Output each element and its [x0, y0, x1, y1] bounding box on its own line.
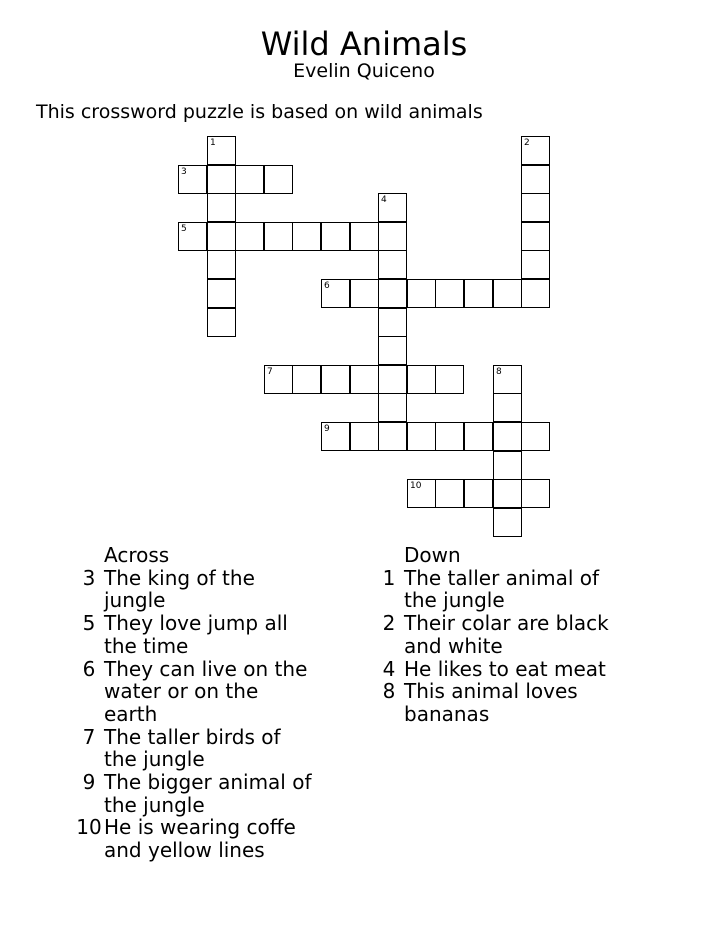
- grid-cell[interactable]: [378, 308, 407, 337]
- grid-cell[interactable]: [435, 279, 464, 308]
- grid-cell[interactable]: [235, 222, 264, 251]
- grid-cell[interactable]: [378, 365, 407, 394]
- cell-number: 8: [496, 367, 502, 377]
- grid-cell[interactable]: [350, 222, 379, 251]
- clue-text: The bigger animal of the jungle: [104, 770, 312, 817]
- cell-number: 4: [381, 195, 387, 205]
- clue-text: The taller birds of the jungle: [104, 724, 281, 772]
- down-clues: [355, 544, 625, 726]
- clue-text: This animal loves bananas: [404, 679, 578, 726]
- grid-cell[interactable]: [464, 279, 493, 308]
- grid-cell[interactable]: [350, 365, 379, 394]
- grid-cell[interactable]: [264, 222, 293, 251]
- grid-cell[interactable]: [435, 422, 464, 451]
- grid-cell[interactable]: [178, 222, 207, 251]
- grid-cell[interactable]: [464, 422, 493, 451]
- grid-cell[interactable]: [292, 222, 321, 251]
- cell-number: 6: [324, 281, 330, 291]
- clue-number: 9: [82, 770, 96, 795]
- grid-cell[interactable]: [493, 451, 522, 480]
- grid-cell[interactable]: [521, 479, 550, 508]
- grid-cell[interactable]: [493, 279, 522, 308]
- across-clue: [55, 567, 315, 612]
- grid-cell[interactable]: [493, 422, 522, 451]
- clue-number: 2: [382, 611, 396, 636]
- cell-number: 1: [210, 138, 216, 148]
- grid-cell[interactable]: [350, 279, 379, 308]
- grid-cell[interactable]: [264, 165, 293, 194]
- clue-text: Their colar are black and white: [404, 611, 609, 658]
- grid-cell[interactable]: [207, 165, 236, 194]
- grid-cell[interactable]: [207, 136, 236, 165]
- across-clue: [55, 771, 315, 816]
- across-header: Across: [104, 543, 170, 567]
- grid-cell[interactable]: [407, 422, 436, 451]
- across-clue: [55, 658, 315, 726]
- puzzle-title: Wild Animals: [260, 25, 468, 63]
- clue-text: The king of the jungle: [104, 565, 255, 613]
- grid-cell[interactable]: [407, 365, 436, 394]
- clue-number: 8: [382, 679, 396, 704]
- clue-text: They can live on the water or on the earth: [104, 656, 308, 726]
- grid-cell[interactable]: [235, 165, 264, 194]
- grid-cell[interactable]: [378, 422, 407, 451]
- grid-cell[interactable]: [521, 136, 550, 165]
- clue-number: 5: [82, 611, 96, 636]
- grid-cell[interactable]: [407, 279, 436, 308]
- clue-number: 4: [382, 656, 396, 681]
- grid-cell[interactable]: [435, 479, 464, 508]
- grid-cell[interactable]: [292, 365, 321, 394]
- grid-cell[interactable]: [378, 222, 407, 251]
- clue-number: 7: [82, 724, 96, 749]
- clue-text: He is wearing coffe and yellow lines: [104, 815, 296, 863]
- grid-cell[interactable]: [521, 165, 550, 194]
- cell-number: 9: [324, 424, 330, 434]
- cell-number: 10: [410, 481, 422, 491]
- clue-number: 1: [382, 565, 396, 590]
- grid-cell[interactable]: [407, 479, 436, 508]
- across-clue-list: [55, 567, 315, 862]
- cell-number: 7: [267, 367, 273, 377]
- cell-number: 2: [524, 138, 530, 148]
- grid-cell[interactable]: [378, 193, 407, 222]
- grid-cell[interactable]: [207, 222, 236, 251]
- across-clues: [55, 544, 315, 862]
- across-clue: [55, 816, 315, 861]
- clue-text: The taller animal of the jungle: [404, 565, 600, 613]
- grid-cell[interactable]: [378, 279, 407, 308]
- puzzle-author: Evelin Quiceno: [293, 60, 435, 82]
- cell-number: 3: [181, 167, 187, 177]
- down-clue: [355, 658, 625, 681]
- down-clue: [355, 567, 625, 612]
- grid-cell[interactable]: [350, 422, 379, 451]
- grid-cell[interactable]: [521, 193, 550, 222]
- grid-cell[interactable]: [378, 336, 407, 365]
- clue-number: 3: [82, 565, 96, 590]
- grid-cell[interactable]: [493, 508, 522, 537]
- grid-cell[interactable]: [178, 165, 207, 194]
- grid-cell[interactable]: [521, 250, 550, 279]
- grid-cell[interactable]: [521, 422, 550, 451]
- down-clue-list: [355, 567, 625, 726]
- cell-number: 5: [181, 224, 187, 234]
- grid-cell[interactable]: [321, 422, 350, 451]
- grid-cell[interactable]: [321, 365, 350, 394]
- grid-cell[interactable]: [464, 479, 493, 508]
- grid-cell[interactable]: [207, 250, 236, 279]
- grid-cell[interactable]: [493, 365, 522, 394]
- grid-cell[interactable]: [207, 279, 236, 308]
- down-clue: [355, 680, 625, 725]
- clue-number: 6: [82, 656, 96, 681]
- grid-cell[interactable]: [321, 279, 350, 308]
- grid-cell[interactable]: [493, 393, 522, 422]
- down-header: Down: [404, 543, 461, 567]
- grid-cell[interactable]: [378, 393, 407, 422]
- clue-text: He likes to eat meat: [404, 656, 606, 681]
- grid-cell[interactable]: [521, 222, 550, 251]
- clue-number: 10: [76, 815, 102, 840]
- grid-cell[interactable]: [521, 279, 550, 308]
- across-clue: [55, 726, 315, 771]
- grid-cell[interactable]: [378, 250, 407, 279]
- grid-cell[interactable]: [264, 365, 293, 394]
- grid-cell[interactable]: [207, 193, 236, 222]
- grid-cell[interactable]: [435, 365, 464, 394]
- across-clue: [55, 612, 315, 657]
- down-clue: [355, 612, 625, 657]
- grid-cell[interactable]: [321, 222, 350, 251]
- grid-cell[interactable]: [493, 479, 522, 508]
- puzzle-intro: This crossword puzzle is based on wild animals: [36, 101, 483, 123]
- grid-cell[interactable]: [207, 308, 236, 337]
- clue-text: They love jump all the time: [104, 611, 288, 658]
